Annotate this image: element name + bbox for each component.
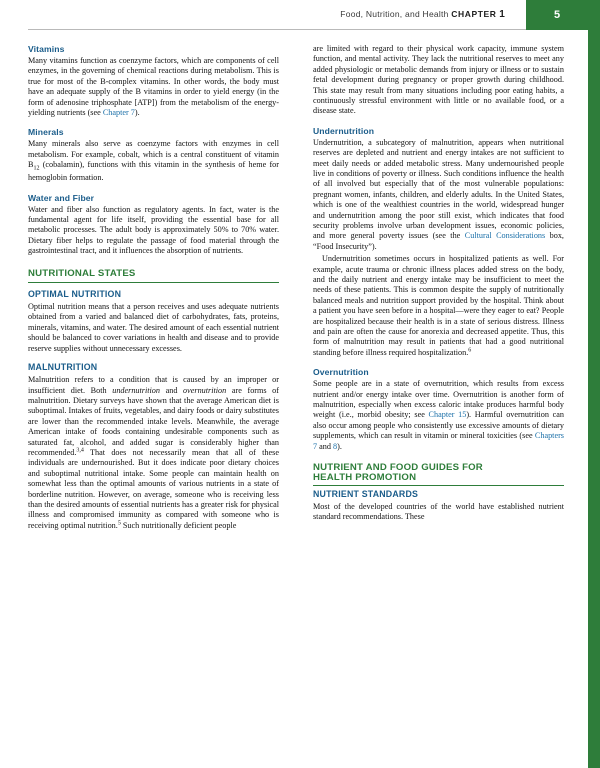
- header-divider: [28, 29, 588, 30]
- paragraph-water-and-fiber: Water and fiber also function as regulatory agents. In fact, water is the fundamental agent for life itself, providing the essential base for all metabolic processes. The adult body is approximately 50% to 70% water. Dietary fiber helps to regulate the passage of food material through the gastrointestinal tract, and it influences the absorption of nutrients.: [28, 204, 279, 256]
- xref-cultural-considerations[interactable]: Cultural Considerations: [464, 231, 546, 241]
- undernutrition-text-2: box, “Food Insecurity”).: [313, 231, 564, 251]
- xref-chapters-7[interactable]: Chapters 7: [313, 431, 564, 451]
- heading-nutrient-and-food-guides: [313, 463, 564, 484]
- running-head: [340, 9, 505, 20]
- chapter-number: 1: [499, 9, 505, 20]
- malnutrition-text-5: Such nutritionally deficient people: [120, 520, 237, 530]
- heading-overnutrition: Overnutrition: [313, 367, 369, 378]
- undernutrition-text-1: Undernutrition, a subcategory of malnutrition, appears when nutritional reserves are depleted and nutrient and energy intakes are not sufficient to meet daily needs or added metabolic stress. Many undernourished people live in conditions of poverty or illness. Such conditions influence the health of all involved but especially that of the most vulnerable populations: pregnant women, infants, children, and elderly adults. In the United States, which is one of the wealthiest countries in the world, widespread hunger and undernutrition among the poor still exist, which indicates that food security problems involve urban development issues, economic policies, and more general poverty issues (see the: [313, 137, 564, 241]
- chapter-label: CHAPTER: [451, 9, 497, 19]
- malnutrition-text-4: That does not necessarily mean that all of these individuals are undernourished. But it does indicate poor dietary choices and suboptimal nutritional intake. Some people can maintain health on somewhat less than the optimal amounts of various nutrients in a state of borderline nutrition. However, on average, someone who is receiving less than the desired amounts of essential nutrients has a greater risk for physical illness and compromised immunity as compared with someone who is receiving optimal nutrition.: [28, 448, 279, 530]
- paragraph-minerals-text-b: (cobalamin), functions with this vitamin in the synthesis of heme for hemoglobin formation.: [28, 160, 279, 183]
- undernutrition-text-3: Undernutrition sometimes occurs in hospitalized patients as well. For example, acute trauma or chronic illness places added stress on the body, and the daily nutrient and energy intake may be insufficient to meet the needs of these patients. This is common despite the supply of nutritionally balanced meals and nutrition support provided by the hospital. Think about a patient you have seen before in a hospital—were they eager to eat? People are hospitalized because their health is in a state of serious distress. Illness and pain are often the cause for anorexia and decreased appetite. Thus, this form of malnutrition may result in patients that had a good nutritional standing before illness required hospitalization.: [313, 254, 564, 357]
- paragraph-overnutrition: [313, 379, 564, 452]
- malnutrition-text-3: are forms of malnutrition. Dietary surveys have shown that the average American diet is suboptimal. Intakes of fruits, vegetables, and dairy foods or dairy substitutes are lower than the recommended intake levels. Meanwhile, the average American intake of foods containing undesirable components such as saturated fat, alcohol, and added sugar is considerably higher than recommended.: [28, 385, 279, 458]
- paragraph-malnutrition: [28, 375, 279, 531]
- term-undernutrition: undernutrition: [112, 385, 160, 395]
- overnutrition-text-1: Some people are in a state of overnutrition, which results from excess nutrient and/or energy intake over time. Overnutrition is another form of malnutrition, especially when excess caloric intake produces harmful body weight (i.e., morbid obesity; see: [313, 379, 564, 420]
- page-edge-bar: [588, 0, 600, 768]
- paragraph-undernutrition-1: [313, 138, 564, 252]
- page-header: [0, 0, 600, 30]
- overnutrition-text-3: and: [317, 441, 334, 451]
- paragraph-vitamins: [28, 56, 279, 118]
- xref-chapter-7[interactable]: Chapter 7: [102, 107, 135, 117]
- heading-minerals: Minerals: [28, 127, 64, 138]
- heading-nutrient-standards: NUTRIENT STANDARDS: [313, 488, 419, 499]
- paragraph-vitamins-tail: ).: [134, 107, 140, 117]
- heading-malnutrition: MALNUTRITION: [28, 362, 98, 373]
- xref-chapter-15[interactable]: Chapter 15: [428, 410, 467, 420]
- paragraph-minerals: [28, 139, 279, 183]
- xref-chapter-8[interactable]: 8: [333, 441, 338, 451]
- paragraph-undernutrition-2: [313, 254, 564, 358]
- term-overnutrition: overnutrition: [183, 385, 227, 395]
- heading-water-and-fiber: Water and Fiber: [28, 192, 95, 203]
- right-text-column: [313, 44, 564, 523]
- left-text-column: [28, 44, 279, 531]
- heading-underline: [313, 485, 564, 486]
- paragraph-optimal-nutrition: Optimal nutrition means that a person receives and uses adequate nutrients obtained from a varied and balanced diet of carbohydrates, fats, proteins, minerals, vitamins, and water. The desired amount of each essential nutrient should be balanced to cover variations in health and disease and to provide reserve supplies without unnecessary excesses.: [28, 302, 279, 353]
- heading-line-1: NUTRIENT AND FOOD GUIDES FOR: [313, 462, 483, 474]
- paragraph-minerals-text-a: Many minerals also serve as coenzyme factors with enzymes in cell metabolism. For example, cobalt, which is a central constituent of vitamin B: [28, 139, 279, 170]
- overnutrition-text-2: ). Harmful overnutrition can also occur among people who consistently use excessive amounts of dietary supplements, which can result in vitamin or mineral toxicities (see: [313, 410, 565, 441]
- reference-marker-5[interactable]: 5: [117, 520, 121, 527]
- heading-vitamins: Vitamins: [28, 44, 65, 54]
- vitamin-b12-subscript: 12: [33, 165, 40, 172]
- reference-marker-3-4[interactable]: 3,4: [76, 447, 84, 454]
- paragraph-nutrient-standards: Most of the developed countries of the world have established nutrient standard recommendations. These: [313, 501, 564, 522]
- page-number-badge: 5: [526, 0, 588, 30]
- heading-nutritional-states: NUTRITIONAL STATES: [28, 268, 279, 283]
- malnutrition-text-1: Malnutrition refers to a condition that is caused by an improper or insufficient diet. Both: [28, 375, 279, 395]
- reference-marker-6[interactable]: 6: [468, 347, 472, 354]
- heading-undernutrition: Undernutrition: [313, 125, 375, 136]
- running-title: Food, Nutrition, and Health: [340, 9, 449, 19]
- overnutrition-text-4: ).: [337, 441, 342, 451]
- heading-optimal-nutrition: OPTIMAL NUTRITION: [28, 288, 122, 299]
- malnutrition-text-2: and: [159, 385, 184, 395]
- paragraph-vitamins-text: Many vitamins function as coenzyme factors, which are components of cell enzymes, in the governing of chemical reactions during metabolism. This is true for most of the B-complex vitamins. In other words, the body must have an adequate supply of the B vitamins in order to yield energy (in the form of adenosine triphosphate [ATP]) from the metabolism of the energy-yielding nutrients (see: [28, 55, 279, 117]
- paragraph-continued: are limited with regard to their physical work capacity, immune system function, and mental activity. They lack the nutritional reserves to meet any added physiologic or metabolic demands from injury or illness or to sustain fetal development during pregnancy or proper growth during childhood. This state may result from many situations including poor eating habits, a continuously stressful environment with little or no available food, or a disease state.: [313, 44, 564, 116]
- heading-line-2: HEALTH PROMOTION: [313, 472, 417, 484]
